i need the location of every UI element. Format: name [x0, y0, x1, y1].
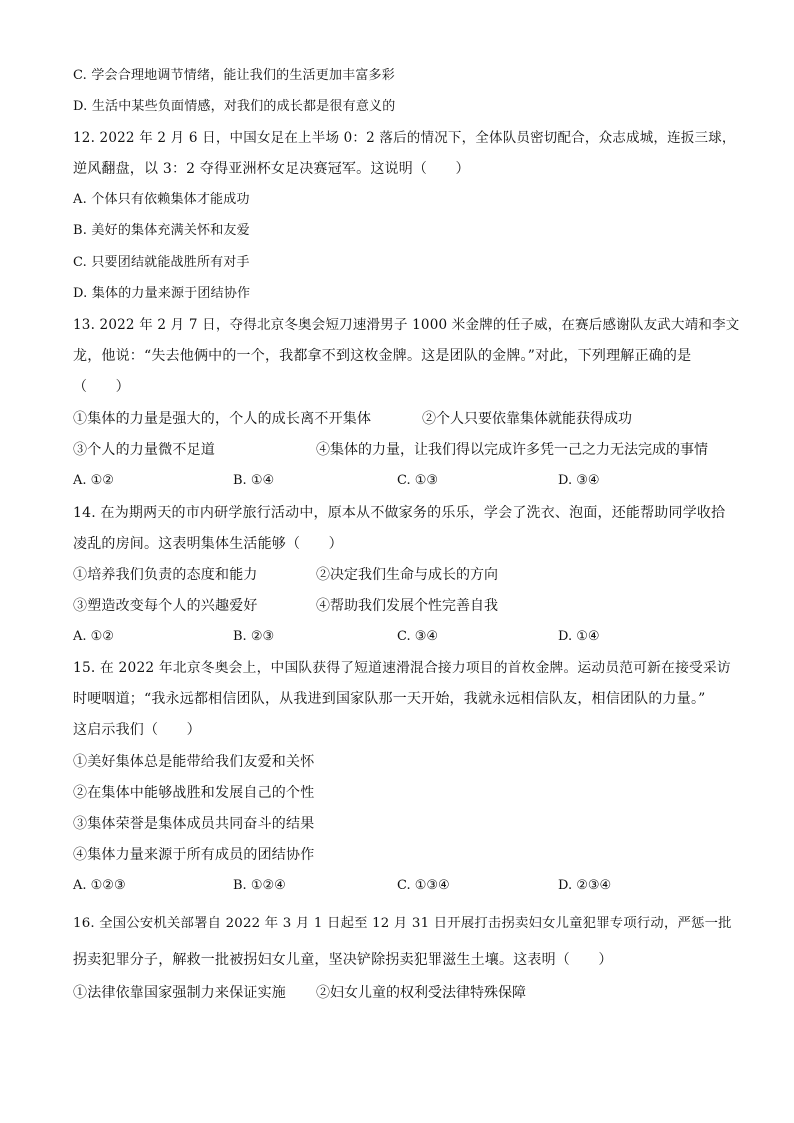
q13-statement-1: ①集体的力量是强大的，个人的成长离不开集体	[73, 411, 372, 427]
q12-option-d: D. 集体的力量来源于团结协作	[73, 286, 251, 301]
q12-stem-line2: 逆风翻盘，以 3：2 夺得亚洲杯女足决赛冠军。这说明（ ）	[73, 161, 470, 177]
q16-stem-line2: 拐卖犯罪分子，解救一批被拐妇女儿童，坚决铲除拐卖犯罪滋生土壤。这表明（ ）	[73, 952, 613, 968]
q14-choice-c: C. ③④	[397, 629, 439, 644]
q14-choice-b: B. ②③	[233, 629, 275, 644]
q13-statement-4: ④集体的力量，让我们得以完成许多凭一己之力无法完成的事情	[316, 442, 708, 458]
q14-statement-3: ③塑造改变每个人的兴趣爱好	[73, 598, 258, 614]
q13-stem-line2: 龙，他说：“失去他俩中的一个，我都拿不到这枚金牌。这是团队的金牌。”对此，下列理解正确的是	[73, 348, 692, 364]
q13-stem-line3: （ ）	[73, 379, 130, 395]
q15-stem-line3: 这启示我们（ ）	[73, 722, 201, 738]
q14-stem-line1: 14. 在为期两天的市内研学旅行活动中，原本从不做家务的乐乐，学会了洗衣、泡面，还能帮助同学收拾	[73, 505, 726, 521]
q16-stem-line1: 16. 全国公安机关部署自 2022 年 3 月 1 日起至 12 月 31 日开展打击拐卖妇女儿童犯罪专项行动，严惩一批	[73, 916, 732, 931]
q16-statement-2: ②妇女儿童的权利受法律特殊保障	[316, 985, 526, 1001]
q13-stem-line1: 13. 2022 年 2 月 7 日，夺得北京冬奥会短刀速滑男子 1000 米金牌的任子威，在赛后感谢队友武大靖和李文	[73, 317, 740, 333]
q12-stem-line1: 12. 2022 年 2 月 6 日，中国女足在上半场 0：2 落后的情况下，全体队员密切配合，众志成城，连扳三球，	[73, 130, 736, 146]
q15-statement-4: ④集体力量来源于所有成员的团结协作	[73, 847, 315, 863]
q14-statement-4: ④帮助我们发展个性完善自我	[316, 598, 498, 614]
q12-option-b: B. 美好的集体充满关怀和友爱	[73, 223, 250, 238]
q14-stem-line2: 凌乱的房间。这表明集体生活能够（ ）	[73, 536, 343, 552]
q15-statement-1: ①美好集体总是能带给我们友爱和关怀	[73, 754, 315, 770]
q15-choice-d: D. ②③④	[558, 878, 612, 893]
q15-statement-3: ③集体荣誉是集体成员共同奋斗的结果	[73, 816, 315, 832]
q15-choice-a: A. ①②③	[73, 878, 126, 893]
q15-choice-c: C. ①③④	[397, 878, 450, 893]
q16-statement-1: ①法律依靠国家强制力来保证实施	[73, 985, 286, 1001]
q15-stem-line1: 15. 在 2022 年北京冬奥会上，中国队获得了短道速滑混合接力项目的首枚金牌。运动员范可新在接受采访	[73, 660, 731, 676]
q13-choice-c: C. ①③	[397, 473, 439, 488]
q13-statement-2: ②个人只要依靠集体就能获得成功	[422, 411, 632, 427]
q14-choice-a: A. ①②	[73, 629, 114, 644]
q13-statement-3: ③个人的力量微不足道	[73, 442, 215, 458]
q14-statement-1: ①培养我们负责的态度和能力	[73, 567, 258, 583]
q11-option-c: C. 学会合理地调节情绪，能让我们的生活更加丰富多彩	[73, 68, 395, 83]
q14-statement-2: ②决定我们生命与成长的方向	[316, 567, 498, 583]
q13-choice-a: A. ①②	[73, 473, 114, 488]
q13-statement-row1	[73, 410, 371, 428]
q13-choice-d: D. ③④	[558, 473, 600, 488]
q15-stem-line2: 时哽咽道；“我永远都相信团队，从我进到国家队那一天开始，我就永远相信队友，相信团队的力量。”	[73, 691, 706, 707]
q15-choice-b: B. ①②④	[233, 878, 286, 893]
q14-choice-d: D. ①④	[558, 629, 600, 644]
q11-option-d: D. 生活中某些负面情感，对我们的成长都是很有意义的	[73, 99, 396, 114]
q13-choice-b: B. ①④	[233, 473, 275, 488]
q15-statement-2: ②在集体中能够战胜和发展自己的个性	[73, 785, 315, 801]
q12-option-a: A. 个体只有依赖集体才能成功	[73, 192, 250, 207]
q12-option-c: C. 只要团结就能战胜所有对手	[73, 255, 250, 270]
